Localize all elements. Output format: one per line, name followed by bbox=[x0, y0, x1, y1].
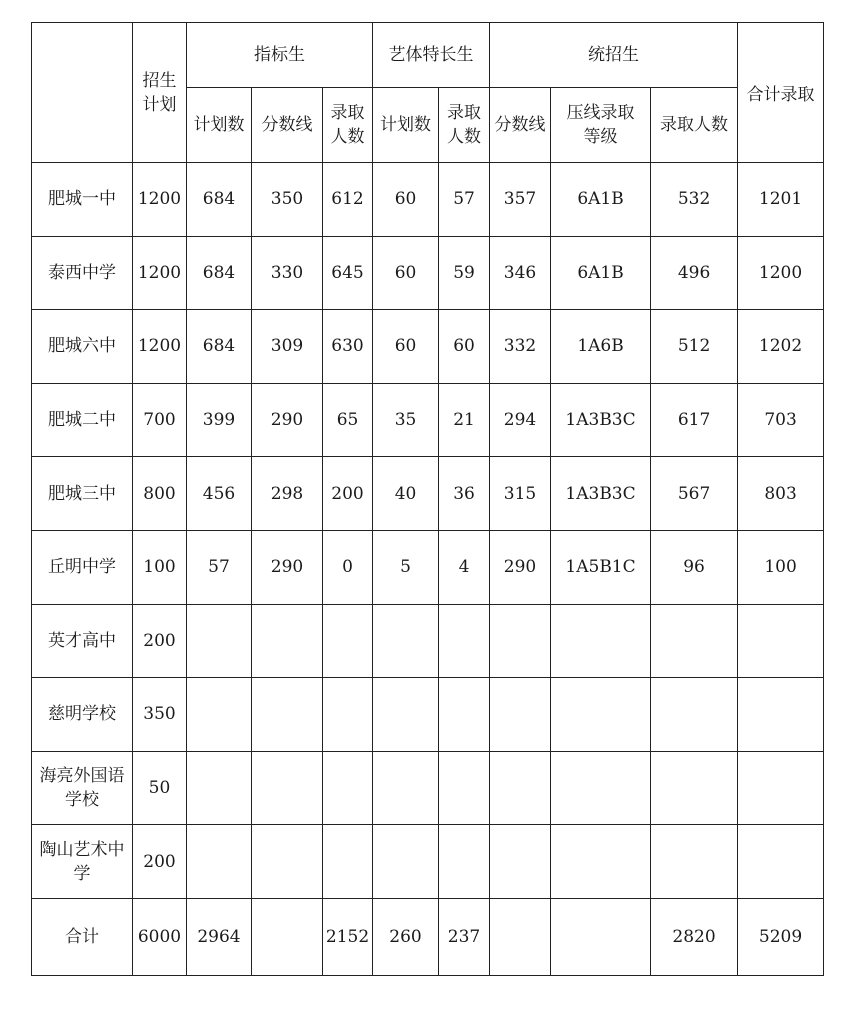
header-quota: 指标生 bbox=[187, 23, 373, 88]
header-art-admit-text: 录取 人数 bbox=[447, 103, 482, 147]
cell-plan: 1200 bbox=[133, 236, 187, 310]
cell-art-admit: 59 bbox=[439, 236, 490, 310]
cell-quota-score: 298 bbox=[252, 457, 323, 531]
cell-uni-score: 315 bbox=[490, 457, 551, 531]
cell-total-admit bbox=[738, 751, 824, 825]
cell-school-name: 合计 bbox=[32, 898, 133, 975]
header-plan-text: 招生 计划 bbox=[142, 70, 177, 115]
cell-art-plan bbox=[373, 604, 439, 678]
cell-uni-admit: 567 bbox=[651, 457, 738, 531]
cell-quota-plan bbox=[187, 825, 252, 899]
cell-quota-admit: 0 bbox=[323, 530, 373, 604]
cell-uni-score: 290 bbox=[490, 530, 551, 604]
cell-school-name: 英才高中 bbox=[32, 604, 133, 678]
cell-plan: 200 bbox=[133, 825, 187, 899]
table-row bbox=[32, 751, 824, 825]
cell-uni-score bbox=[490, 825, 551, 899]
cell-quota-plan: 456 bbox=[187, 457, 252, 531]
cell-quota-score bbox=[252, 825, 323, 899]
cell-school-name: 肥城三中 bbox=[32, 457, 133, 531]
cell-total-admit: 803 bbox=[738, 457, 824, 531]
cell-total-admit: 703 bbox=[738, 383, 824, 457]
cell-plan: 700 bbox=[133, 383, 187, 457]
header-quota-admit-text: 录取 人数 bbox=[330, 103, 365, 147]
cell-total-admit: 100 bbox=[738, 530, 824, 604]
cell-uni-score bbox=[490, 604, 551, 678]
cell-quota-admit: 645 bbox=[323, 236, 373, 310]
cell-quota-score: 350 bbox=[252, 163, 323, 237]
cell-uni-score bbox=[490, 678, 551, 752]
cell-uni-grade: 1A3B3C bbox=[551, 383, 651, 457]
corner-cell bbox=[32, 23, 133, 163]
header-uni-score: 分数线 bbox=[490, 88, 551, 163]
cell-quota-plan: 2964 bbox=[187, 898, 252, 975]
cell-uni-admit: 512 bbox=[651, 310, 738, 384]
cell-quota-plan bbox=[187, 604, 252, 678]
cell-quota-admit: 200 bbox=[323, 457, 373, 531]
table-row bbox=[32, 604, 824, 678]
cell-art-plan: 40 bbox=[373, 457, 439, 531]
cell-total-admit: 1201 bbox=[738, 163, 824, 237]
cell-quota-plan: 684 bbox=[187, 310, 252, 384]
cell-quota-score bbox=[252, 678, 323, 752]
cell-quota-admit: 65 bbox=[323, 383, 373, 457]
cell-uni-grade bbox=[551, 825, 651, 899]
header-row-1 bbox=[32, 23, 824, 88]
header-uni-grade bbox=[551, 88, 651, 163]
cell-school-name: 肥城二中 bbox=[32, 383, 133, 457]
cell-art-plan bbox=[373, 751, 439, 825]
cell-school-name: 肥城一中 bbox=[32, 163, 133, 237]
cell-uni-grade: 6A1B bbox=[551, 163, 651, 237]
cell-art-plan: 260 bbox=[373, 898, 439, 975]
cell-school-name: 陶山艺术中 学 bbox=[32, 825, 133, 899]
cell-quota-plan: 57 bbox=[187, 530, 252, 604]
cell-uni-admit bbox=[651, 678, 738, 752]
cell-total-admit: 1202 bbox=[738, 310, 824, 384]
cell-quota-plan: 684 bbox=[187, 236, 252, 310]
cell-total-admit bbox=[738, 678, 824, 752]
cell-total-admit: 5209 bbox=[738, 898, 824, 975]
cell-quota-plan bbox=[187, 751, 252, 825]
cell-plan: 200 bbox=[133, 604, 187, 678]
cell-plan: 50 bbox=[133, 751, 187, 825]
table-row bbox=[32, 530, 824, 604]
cell-quota-plan: 684 bbox=[187, 163, 252, 237]
cell-school-name: 慈明学校 bbox=[32, 678, 133, 752]
total-row bbox=[32, 898, 824, 975]
cell-art-admit bbox=[439, 825, 490, 899]
cell-total-admit bbox=[738, 825, 824, 899]
header-plan bbox=[133, 23, 187, 163]
cell-uni-grade: 6A1B bbox=[551, 236, 651, 310]
table-row bbox=[32, 236, 824, 310]
cell-art-plan: 5 bbox=[373, 530, 439, 604]
enrollment-table bbox=[31, 22, 824, 976]
cell-quota-score: 290 bbox=[252, 530, 323, 604]
cell-plan: 100 bbox=[133, 530, 187, 604]
cell-total-admit bbox=[738, 604, 824, 678]
cell-art-plan: 60 bbox=[373, 163, 439, 237]
header-art-plan: 计划数 bbox=[373, 88, 439, 163]
cell-quota-plan: 399 bbox=[187, 383, 252, 457]
cell-quota-score: 290 bbox=[252, 383, 323, 457]
header-total-admit: 合计录取 bbox=[738, 23, 824, 163]
cell-art-plan: 60 bbox=[373, 310, 439, 384]
header-art-admit bbox=[439, 88, 490, 163]
table-row bbox=[32, 310, 824, 384]
table-row bbox=[32, 163, 824, 237]
table-row bbox=[32, 678, 824, 752]
cell-quota-admit bbox=[323, 604, 373, 678]
header-art: 艺体特长生 bbox=[373, 23, 490, 88]
cell-quota-score bbox=[252, 898, 323, 975]
cell-uni-grade: 1A3B3C bbox=[551, 457, 651, 531]
cell-school-name: 泰西中学 bbox=[32, 236, 133, 310]
cell-plan: 1200 bbox=[133, 310, 187, 384]
cell-art-admit: 36 bbox=[439, 457, 490, 531]
cell-art-admit: 4 bbox=[439, 530, 490, 604]
cell-uni-admit: 532 bbox=[651, 163, 738, 237]
cell-plan: 1200 bbox=[133, 163, 187, 237]
cell-art-admit bbox=[439, 678, 490, 752]
cell-quota-admit bbox=[323, 825, 373, 899]
cell-uni-admit bbox=[651, 604, 738, 678]
cell-uni-grade bbox=[551, 678, 651, 752]
cell-total-admit: 1200 bbox=[738, 236, 824, 310]
cell-quota-score bbox=[252, 751, 323, 825]
cell-uni-admit: 96 bbox=[651, 530, 738, 604]
cell-art-plan bbox=[373, 678, 439, 752]
cell-quota-admit: 630 bbox=[323, 310, 373, 384]
cell-quota-admit: 612 bbox=[323, 163, 373, 237]
cell-art-plan: 35 bbox=[373, 383, 439, 457]
cell-uni-score bbox=[490, 898, 551, 975]
cell-uni-admit: 2820 bbox=[651, 898, 738, 975]
cell-uni-score bbox=[490, 751, 551, 825]
header-unified: 统招生 bbox=[490, 23, 738, 88]
header-quota-plan: 计划数 bbox=[187, 88, 252, 163]
cell-uni-grade bbox=[551, 751, 651, 825]
cell-art-admit: 57 bbox=[439, 163, 490, 237]
cell-plan: 800 bbox=[133, 457, 187, 531]
table-row bbox=[32, 825, 824, 899]
cell-uni-admit: 617 bbox=[651, 383, 738, 457]
cell-quota-score: 330 bbox=[252, 236, 323, 310]
cell-uni-score: 294 bbox=[490, 383, 551, 457]
cell-art-admit bbox=[439, 751, 490, 825]
header-quota-score: 分数线 bbox=[252, 88, 323, 163]
cell-uni-grade bbox=[551, 898, 651, 975]
table-row bbox=[32, 383, 824, 457]
header-quota-admit bbox=[323, 88, 373, 163]
cell-quota-plan bbox=[187, 678, 252, 752]
cell-plan: 6000 bbox=[133, 898, 187, 975]
cell-quota-admit: 2152 bbox=[323, 898, 373, 975]
cell-uni-score: 346 bbox=[490, 236, 551, 310]
cell-quota-admit bbox=[323, 678, 373, 752]
cell-school-name: 丘明中学 bbox=[32, 530, 133, 604]
cell-art-plan: 60 bbox=[373, 236, 439, 310]
cell-art-admit bbox=[439, 604, 490, 678]
table-row bbox=[32, 457, 824, 531]
cell-art-admit: 237 bbox=[439, 898, 490, 975]
cell-uni-score: 357 bbox=[490, 163, 551, 237]
cell-quota-score bbox=[252, 604, 323, 678]
cell-art-admit: 21 bbox=[439, 383, 490, 457]
cell-uni-admit bbox=[651, 825, 738, 899]
header-uni-grade-text: 压线录取 等级 bbox=[566, 103, 635, 147]
cell-art-plan bbox=[373, 825, 439, 899]
cell-uni-admit: 496 bbox=[651, 236, 738, 310]
cell-uni-grade bbox=[551, 604, 651, 678]
cell-school-name: 肥城六中 bbox=[32, 310, 133, 384]
cell-school-name: 海亮外国语 学校 bbox=[32, 751, 133, 825]
cell-uni-score: 332 bbox=[490, 310, 551, 384]
cell-art-admit: 60 bbox=[439, 310, 490, 384]
cell-uni-admit bbox=[651, 751, 738, 825]
cell-quota-admit bbox=[323, 751, 373, 825]
cell-plan: 350 bbox=[133, 678, 187, 752]
cell-quota-score: 309 bbox=[252, 310, 323, 384]
cell-uni-grade: 1A5B1C bbox=[551, 530, 651, 604]
header-uni-admit: 录取人数 bbox=[651, 88, 738, 163]
cell-uni-grade: 1A6B bbox=[551, 310, 651, 384]
